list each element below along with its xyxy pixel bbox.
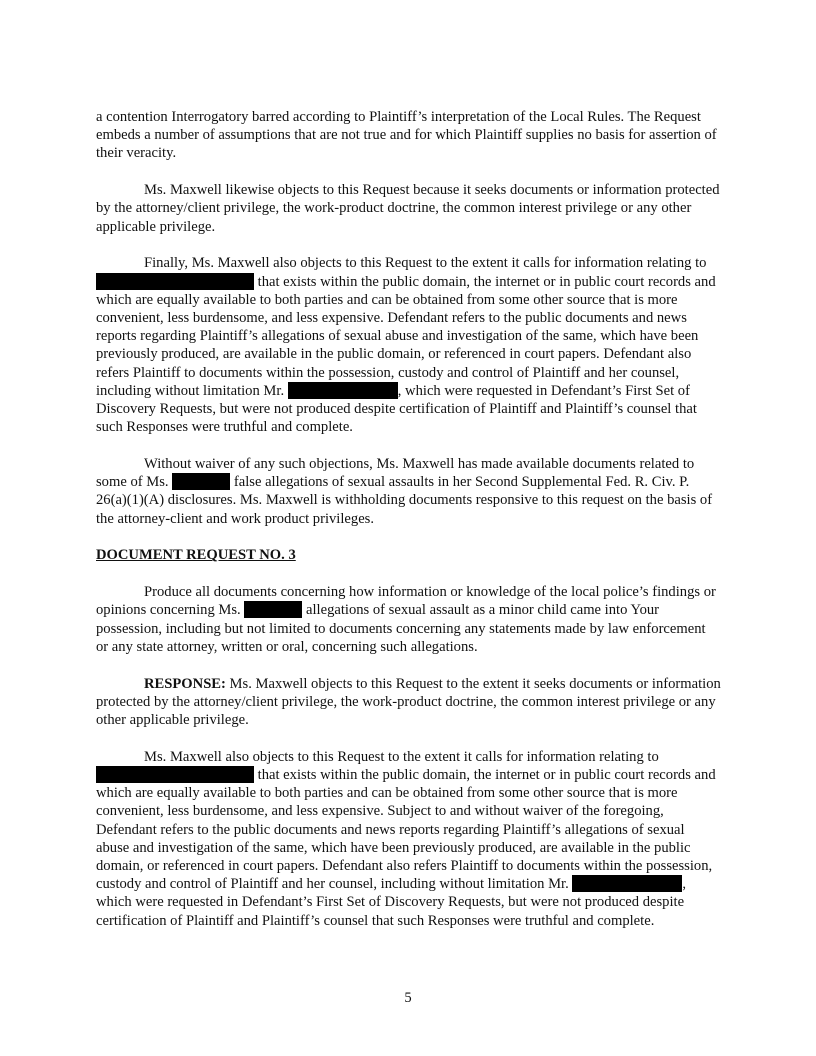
- paragraph-request-text: [96, 583, 721, 656]
- paragraph-text: false allegations of sexual assaults in her Second Supplemental Fed. R. Civ. P. 26(a)(1)(A) disclosures. Ms. Maxwell is withholding documents responsive to this request on the basis of the attorney-client and work product privileges.: [96, 474, 713, 527]
- redaction-block: [288, 382, 398, 399]
- paragraph-privilege-objection: [96, 181, 721, 236]
- paragraph-text: allegations of sexual assault as a minor child came into Your possession, including but not limited to documents concerning any statements made by law enforcement or any state attorney, written or oral, concerning such allegations.: [96, 602, 706, 655]
- paragraph-text: Without waiver of any such objections, Ms. Maxwell has made available documents related to some of Ms.: [96, 456, 695, 491]
- paragraph-text: , which were requested in Defendant’s First Set of Discovery Requests, but were not produced despite certification of Plaintiff and Plaintiff’s counsel that such Responses were truthful and complete.: [96, 876, 687, 929]
- redaction-block: [96, 766, 254, 783]
- paragraph-text: Ms. Maxwell likewise objects to this Request because it seeks documents or information protected by the attorney/client privilege, the work-product doctrine, the common interest privilege or any other applicable privilege.: [96, 182, 720, 235]
- paragraph-text: that exists within the public domain, the internet or in public court records and which are equally available to both parties and can be obtained from some other source that is more convenient, less burdensome, and less expensive. Defendant refers to the public documents and news reports regarding Plaintiff’s allegations of sexual abuse and investigation of the same, which have been previously produced, are available in the public domain, or referenced in court papers. Defendant also refers Plaintiff to documents within the possession, custody and control of Plaintiff and her counsel, including without limitation Mr.: [96, 273, 716, 399]
- paragraph-text: Ms. Maxwell objects to this Request to the extent it seeks documents or information protected by the attorney/client privilege, the work-product doctrine, the common interest privilege or any other applicable privilege.: [96, 675, 721, 729]
- paragraph-text: a contention Interrogatory barred according to Plaintiff’s interpretation of the Local Rules. The Request embeds a number of assumptions that are not true and for which Plaintiff supplies no basis for assertion of their veracity.: [96, 109, 717, 162]
- paragraph-response: [96, 675, 721, 730]
- section-heading: DOCUMENT REQUEST NO. 3: [96, 547, 296, 564]
- paragraph-text: , which were requested in Defendant’s First Set of Discovery Requests, but were not produced despite certification of Plaintiff and Plaintiff’s counsel that such Responses were truthful and complete.: [96, 382, 697, 436]
- response-label: RESPONSE:: [144, 675, 226, 692]
- redaction-block: [572, 875, 682, 892]
- paragraph-text: Ms. Maxwell also objects to this Request to the extent it calls for information relating to: [144, 748, 659, 765]
- paragraph-public-domain-objection-2: [96, 748, 721, 930]
- page-number: 5: [404, 990, 412, 1006]
- paragraph-text: Finally, Ms. Maxwell also objects to this Request to the extent it calls for information relating to: [144, 255, 707, 272]
- redaction-block: [96, 273, 254, 290]
- paragraph-text: Produce all documents concerning how information or knowledge of the local police’s findings or opinions concerning Ms.: [96, 584, 716, 619]
- paragraph-continuation: [96, 108, 721, 163]
- document-body: [96, 108, 721, 948]
- redaction-block: [244, 601, 302, 618]
- paragraph-public-domain-objection: [96, 254, 721, 436]
- paragraph-text: that exists within the public domain, the internet or in public court records and which are equally available to both parties and can be obtained from some other source that is more convenient, less burdensome, and less expensive. Subject to and without waiver of the foregoing, Defendant refers to the public documents and news reports regarding Plaintiff’s allegations of sexual abuse and investigation of the same, which have been previously produced, are available in the public domain, or referenced in court papers. Defendant also refers Plaintiff to documents within the possession, custody and control of Plaintiff and her counsel, including without limitation Mr.: [96, 767, 716, 893]
- redaction-block: [172, 473, 230, 490]
- paragraph-without-waiver: [96, 455, 721, 528]
